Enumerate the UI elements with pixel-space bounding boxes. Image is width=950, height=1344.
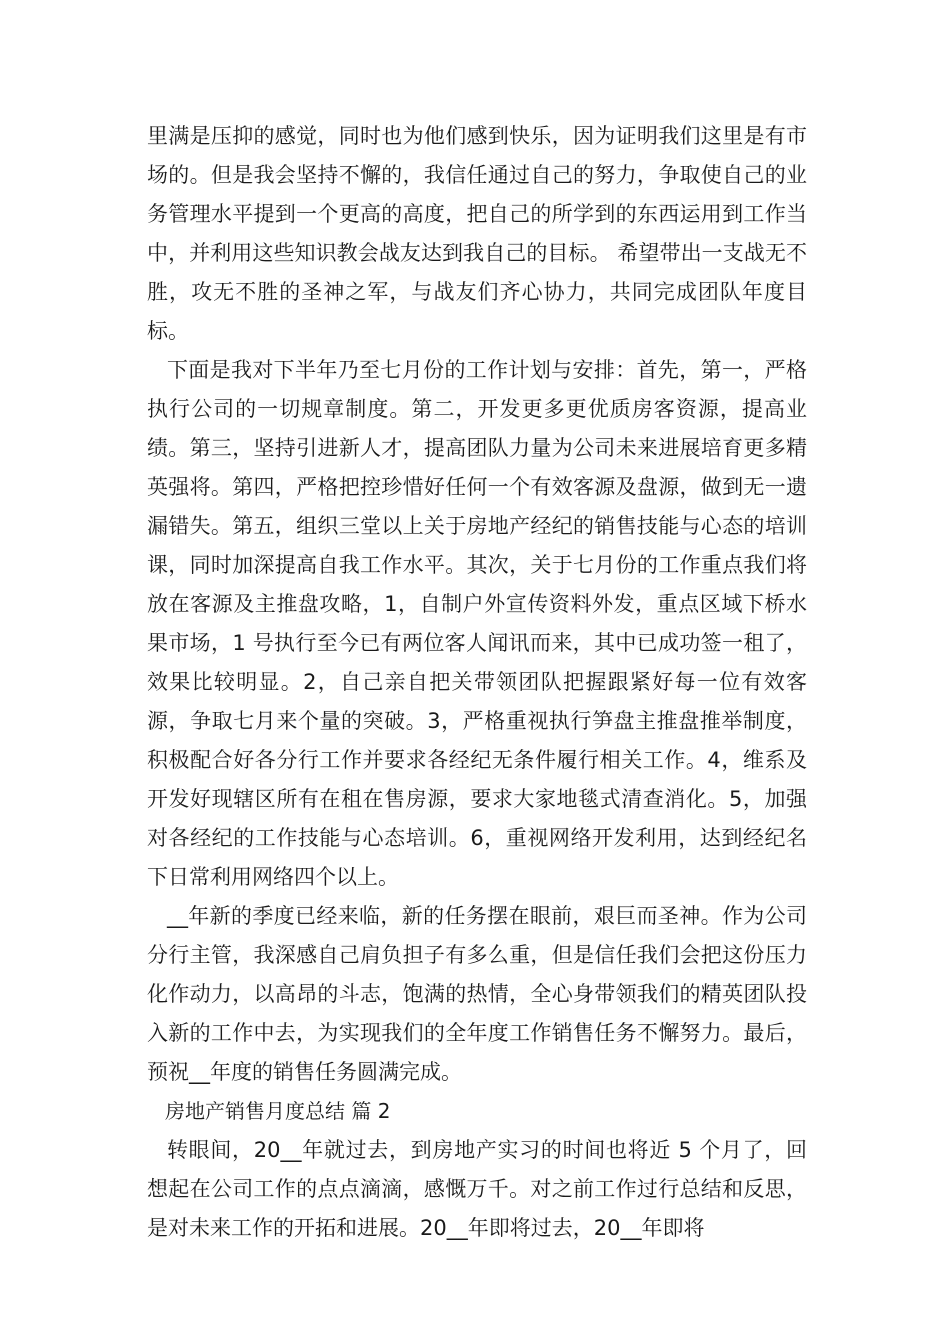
paragraph-work-plan: 下面是我对下半年乃至七月份的工作计划与安排：首先，第一，严格执行公司的一切规章制度。第二，开发更多更优质房客资源，提高业绩。第三，坚持引进新人才，提高团队力量为公司未来进展培育更多精英强将。第四，严格把控珍惜好任何一个有效客源及盘源，做到无一遗漏错失。第五，组织三堂以上关于房地产经纪的销售技能与心态的培训课，同时加深提高自我工作水平。其次，关于七月份的工作重点我们将放在客源及主推盘攻略，1，自制户外宣传资料外发，重点区域下桥水果市场，1 号执行至今已有两位客人闻讯而来，其中已成功签一租了，效果比较明显。2，自己亲自把关带领团队把握跟紧好每一位有效客源，争取七月来个量的突破。3，严格重视执行笋盘主推盘推举制度，积极配合好各分行工作并要求各经纪无条件履行相关工作。4，维系及开发好现辖区所有在租在售房源，要求大家地毯式清查消化。5，加强对各经纪的工作技能与心态培训。6，重视网络开发利用，达到经纪名下日常利用网络四个以上。 — [147, 358, 807, 889]
section-heading: 房地产销售月度总结 篇 2 — [165, 1099, 391, 1123]
paragraph-new-quarter: __年新的季度已经来临，新的任务摆在眼前，艰巨而圣神。作为公司分行主管，我深感自己肩负担子有多么重，但是信任我们会把这份压力化作动力，以高昂的斗志，饱满的热情，全心身带领我们的精英团队投入新的工作中去，为实现我们的全年度工作销售任务不懈努力。最后，预祝__年度的销售任务圆满完成。 — [147, 904, 807, 1084]
document-body — [147, 117, 807, 1248]
paragraph-continuation: 里满是压抑的感觉，同时也为他们感到快乐，因为证明我们这里是有市场的。但是我会坚持不懈的，我信任通过自己的努力，争取使自己的业务管理水平提到一个更高的高度，把自己的所学到的东西运用到工作当中，并利用这些知识教会战友达到我自己的目标。 希望带出一支战无不胜，攻无不胜的圣神之军，与战友们齐心协力，共同完成团队年度目标。 — [147, 124, 807, 343]
paragraph-section-intro: 转眼间，20__年就过去，到房地产实习的时间也将近 5 个月了，回想起在公司工作的点点滴滴，感慨万千。对之前工作过行总结和反思，是对未来工作的开拓和进展。20__年即将过去，20__年即将 — [147, 1138, 807, 1240]
